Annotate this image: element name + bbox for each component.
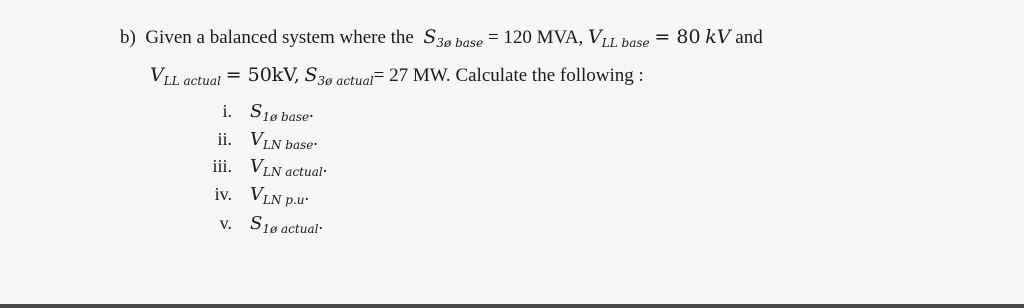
question-line-2 [150,64,644,88]
s3-actual-symbol: S [304,64,318,86]
question-line-1 [120,26,763,50]
item-subscript: 1ø base [262,110,310,124]
item-number: ii. [217,129,232,149]
vll-actual-symbol: V [150,64,164,86]
vll-base-symbol: V [588,26,602,48]
item-subscript: LN p.u [263,193,305,207]
s3-actual-value: = 27 MW. [373,65,451,86]
item-end: . [313,129,318,149]
s3-base-symbol: S [423,26,437,48]
vll-actual-value: = 50kV, [225,64,300,86]
item-number: iv. [214,184,232,204]
item-end: . [322,156,328,176]
item-number: i. [222,101,232,121]
bottom-border [0,304,1024,308]
item-symbol: V [250,184,263,205]
item-end: . [309,101,314,121]
item-number: iii. [212,156,232,176]
item-subscript: LN actual [263,165,323,179]
and-text: and [735,27,763,48]
item-subscript: 1ø actual [262,222,319,236]
item-expression [250,101,314,124]
s3-base-subscript: 3ø base [436,36,484,50]
item-symbol: V [250,129,263,150]
item-expression [250,129,318,152]
vll-base-subscript: LL base [601,36,650,50]
s3-actual-subscript: 3ø actual [317,74,374,88]
question-label: b) [120,27,136,48]
item-symbol: V [250,156,263,177]
item-expression [250,213,323,236]
vll-base-equals: = 80 [654,26,701,48]
item-end: . [304,184,310,204]
item-expression [250,184,309,207]
item-symbol: S [250,213,263,234]
item-symbol: S [250,101,263,122]
vll-base-unit: kV [705,26,731,48]
item-expression [250,156,327,179]
item-number: v. [219,213,232,233]
instruction-text: Calculate the following : [455,65,644,86]
s3-base-value: = 120 MVA, [487,27,584,48]
vll-actual-subscript: LL actual [163,74,221,88]
item-end: . [318,213,323,233]
question-intro: Given a balanced system where the [145,27,414,48]
item-subscript: LN base [263,138,314,152]
